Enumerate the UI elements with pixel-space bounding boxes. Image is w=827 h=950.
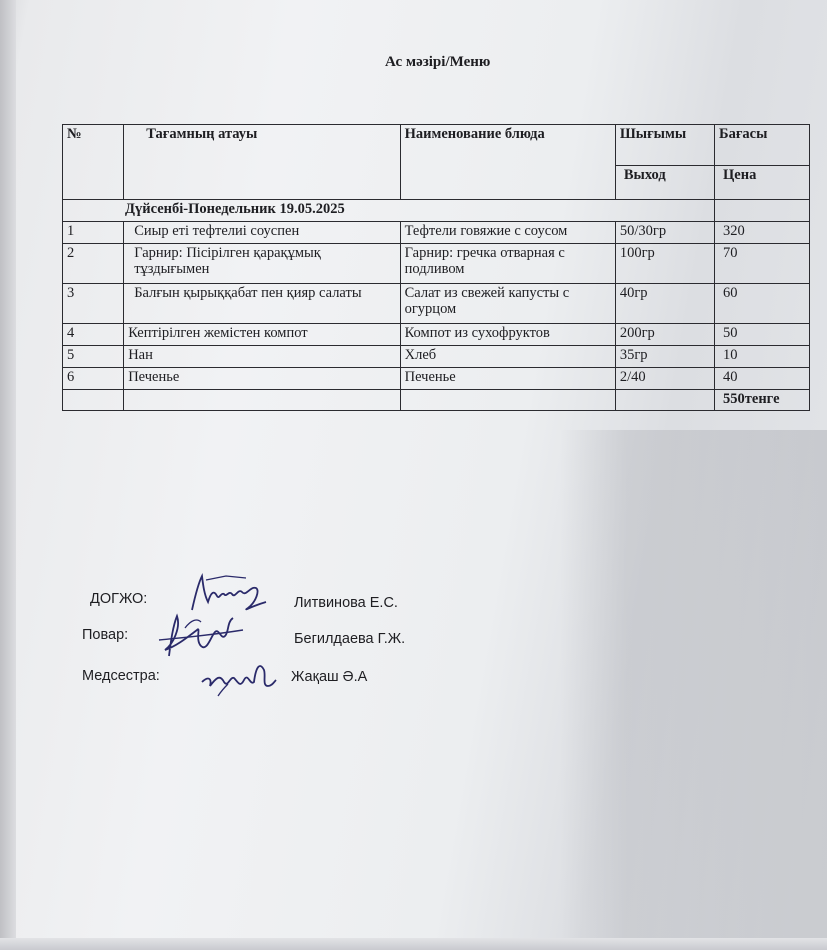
page-bottom-edge <box>0 938 827 950</box>
signature-role-dogzho: ДОГЖО: <box>90 591 148 607</box>
row-name-ru: Компот из сухофруктов <box>400 324 615 346</box>
row-price: 50 <box>715 324 810 346</box>
row-output: 200гр <box>615 324 714 346</box>
table-row <box>63 346 810 368</box>
header-row <box>63 125 810 166</box>
row-output: 35гр <box>615 346 714 368</box>
day-label: Дүйсенбі-Понедельник 19.05.2025 <box>63 200 715 222</box>
row-name-kz: Нан <box>124 346 400 368</box>
signature-role-nurse: Медсестра: <box>82 668 160 684</box>
row-price: 320 <box>715 222 810 244</box>
row-output: 2/40 <box>615 368 714 390</box>
header-name-ru: Наименование блюда <box>400 125 615 200</box>
row-no: 3 <box>63 284 124 324</box>
signature-name-nurse: Жақаш Ә.А <box>291 669 368 685</box>
row-price: 40 <box>715 368 810 390</box>
shadow-overlay <box>560 430 827 950</box>
signature-name-dogzho: Литвинова Е.С. <box>294 595 398 611</box>
header-price-ru: Цена <box>715 166 810 200</box>
total-row <box>63 390 810 411</box>
total-empty-cell <box>63 390 124 411</box>
header-no: № <box>63 125 124 200</box>
row-name-ru: Тефтели говяжие с соусом <box>400 222 615 244</box>
row-name-kz: Печенье <box>124 368 400 390</box>
header-name-kz: Тағамның атауы <box>124 125 400 200</box>
row-no: 6 <box>63 368 124 390</box>
row-name-ru: Гарнир: гречка отварная с подливом <box>400 244 615 284</box>
row-output: 100гр <box>615 244 714 284</box>
menu-table <box>62 124 810 411</box>
row-no: 5 <box>63 346 124 368</box>
total-empty-cell <box>124 390 400 411</box>
handwritten-signature-icon <box>198 656 280 700</box>
header-output-kz: Шығымы <box>615 125 714 166</box>
row-name-ru: Салат из свежей капусты с огурцом <box>400 284 615 324</box>
day-row <box>63 200 810 222</box>
table-row <box>63 368 810 390</box>
page-title: Ас мәзірі/Меню <box>385 54 491 70</box>
table-row <box>63 244 810 284</box>
page-edge <box>0 0 16 950</box>
row-name-kz: Кептірілген жемістен компот <box>124 324 400 346</box>
signature-role-cook: Повар: <box>82 627 129 643</box>
row-no: 1 <box>63 222 124 244</box>
row-price: 70 <box>715 244 810 284</box>
table-row <box>63 324 810 346</box>
row-no: 2 <box>63 244 124 284</box>
total-value: 550тенге <box>715 390 810 411</box>
row-name-ru: Хлеб <box>400 346 615 368</box>
row-price: 60 <box>715 284 810 324</box>
day-empty-cell <box>715 200 810 222</box>
row-price: 10 <box>715 346 810 368</box>
row-name-kz: Гарнир: Пісірілген қарақұмық тұздығымен <box>124 244 400 284</box>
row-no: 4 <box>63 324 124 346</box>
header-price-kz: Бағасы <box>715 125 810 166</box>
header-output-ru: Выход <box>615 166 714 200</box>
table-row <box>63 222 810 244</box>
row-name-kz: Сиыр еті тефтелиі соуспен <box>124 222 400 244</box>
total-empty-cell <box>615 390 714 411</box>
row-name-kz: Балғын қырыққабат пен қияр салаты <box>124 284 400 324</box>
signature-name-cook: Бегилдаева Г.Ж. <box>294 631 406 647</box>
row-output: 40гр <box>615 284 714 324</box>
row-name-ru: Печенье <box>400 368 615 390</box>
total-empty-cell <box>400 390 615 411</box>
row-output: 50/30гр <box>615 222 714 244</box>
table-row <box>63 284 810 324</box>
